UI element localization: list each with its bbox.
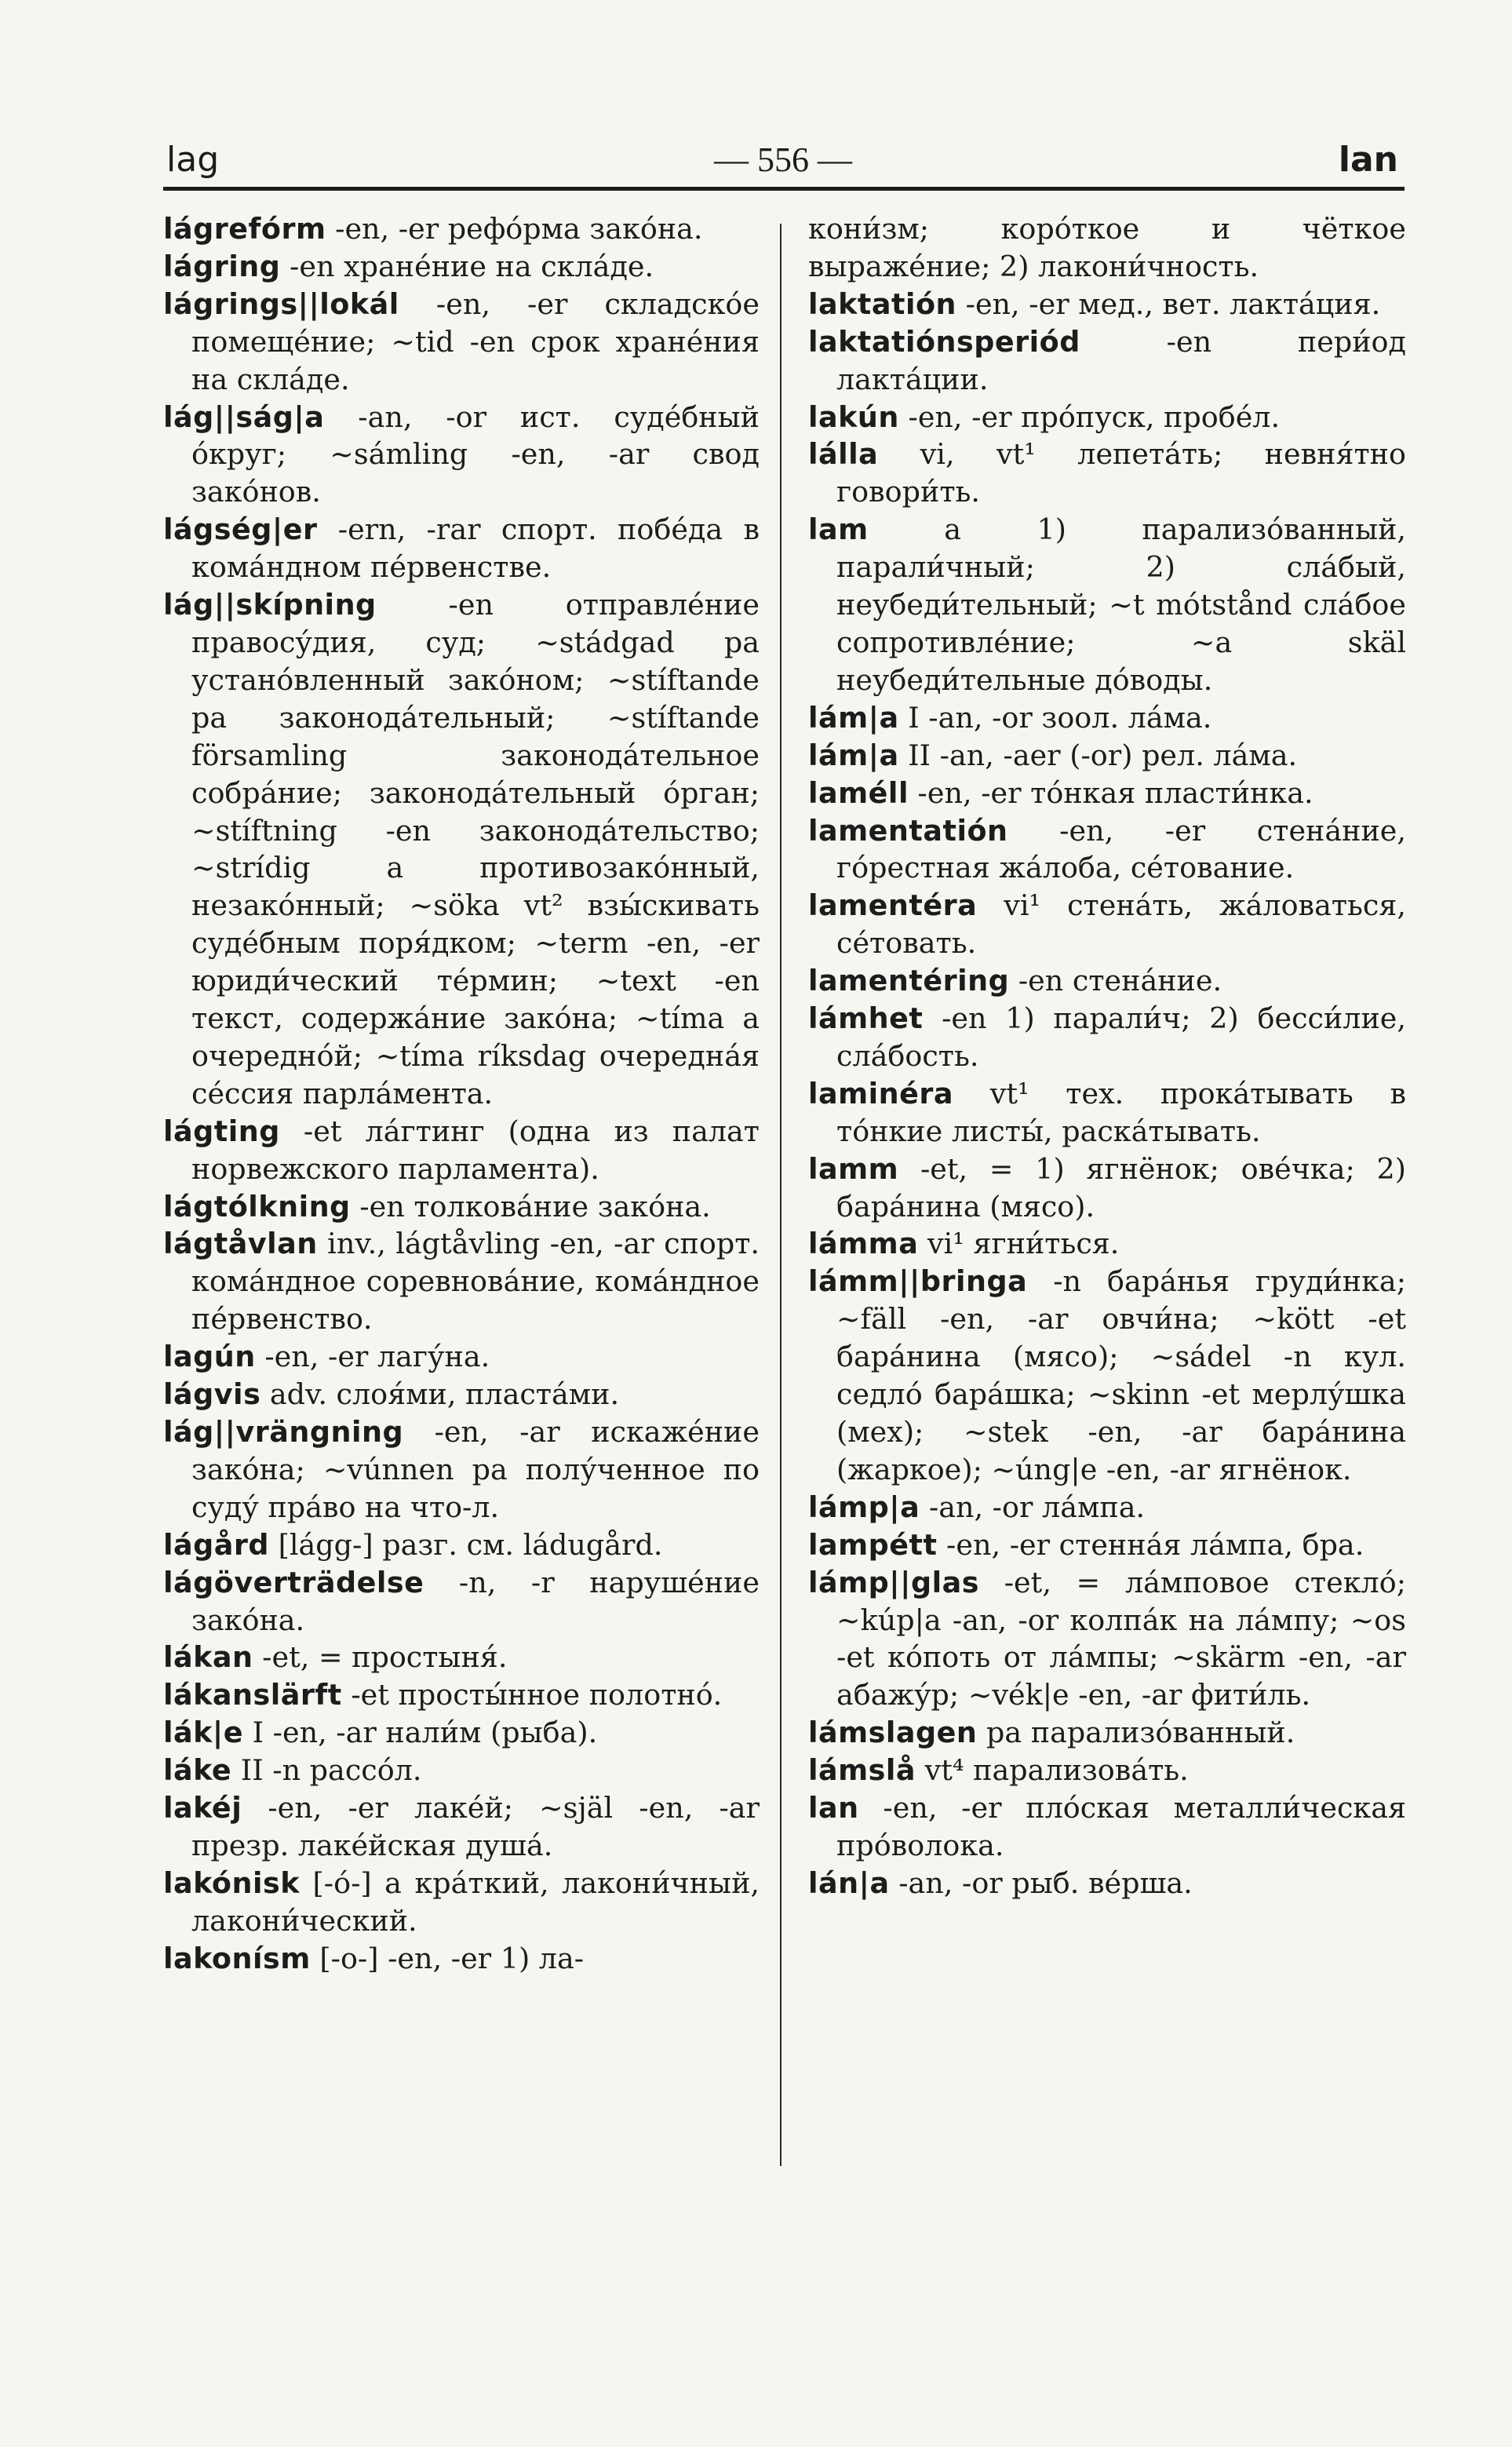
entry-definition: -en 1) парали́ч; 2) бесси́лие, сла́бость. [836, 1001, 1406, 1073]
entry-headword: lák|e [163, 1716, 244, 1750]
dictionary-entry [163, 1188, 760, 1226]
entry-definition: -et, = ла́мповое стекло́; ~kúp|a -an, -or колпа́к на ла́мпу; ~os -et ко́поть от ла́мпы; ~skärm -en, -ar абажу́р; ~vék|e -en, -ar фити́ль. [836, 1565, 1406, 1712]
entry-definition: II -n рассо́л. [231, 1753, 422, 1788]
entry-definition: vt¹ тех. прока́тывать в то́нкие листы́, раска́тывать. [836, 1076, 1406, 1148]
entry-definition: vi¹ ягни́ться. [918, 1227, 1120, 1261]
entry-headword: lágring [163, 249, 281, 283]
entry-definition: -en пери́од лакта́ции. [836, 324, 1406, 396]
dictionary-entry [163, 1940, 760, 1978]
right-column [808, 210, 1406, 1902]
entry-headword: lagún [163, 1340, 256, 1374]
dictionary-entry [808, 286, 1406, 323]
dictionary-entry [163, 586, 760, 1113]
header-last-word: lan [1338, 140, 1398, 180]
dictionary-entry [808, 1752, 1406, 1789]
entry-headword: lámhet [808, 1001, 924, 1036]
dictionary-entry [163, 1865, 760, 1940]
dictionary-entry [163, 248, 760, 286]
header-first-word: lag [166, 140, 220, 180]
entry-definition: -n бара́нья груди́нка; ~fäll -en, -ar овчи́на; ~kött -et бара́нина (мясо); ~sádel -n кул. седло́ бара́шка; ~skinn -et мерлу́шка (мех); ~stek -en, -ar бара́нина (жаркое); ~úng|e -en, -ar ягнёнок. [836, 1264, 1406, 1486]
dictionary-entry [163, 1564, 760, 1639]
dictionary-entry [808, 323, 1406, 399]
entry-definition: -ern, -rar спорт. побе́да в кома́ндном пе́рвенстве. [191, 512, 760, 585]
dictionary-entry [808, 737, 1406, 775]
entry-definition: -en, -er складско́е помеще́ние; ~tid -en срок хране́ния на скла́де. [191, 286, 760, 396]
entry-headword: lágrefórm [163, 212, 326, 246]
entry-definition: -en, -er рефо́рма зако́на. [326, 212, 703, 246]
entry-definition: pa парализо́ванный. [977, 1716, 1295, 1750]
dictionary-entry [808, 1714, 1406, 1752]
entry-definition: a 1) парализо́ванный, парали́чный; 2) сла́бый, неубеди́тельный; ~t mótstånd сла́бое сопротивле́ние; ~a skäl неубеди́тельные до́воды. [836, 512, 1406, 697]
entry-definition: [-o-] -en, -er 1) ла- [310, 1941, 585, 1975]
dictionary-entry [163, 1113, 760, 1188]
entry-definition: II -an, -aer (-or) рел. ла́ма. [898, 738, 1298, 772]
entry-definition: -en, -er про́пуск, пробе́л. [898, 399, 1281, 434]
entry-headword: lamentéra [808, 888, 978, 923]
entry-headword: lám|a [808, 738, 899, 772]
dictionary-entry [163, 1338, 760, 1376]
entry-definition: I -an, -or зоол. ла́ма. [898, 700, 1212, 735]
entry-definition: -et, = простыня́. [253, 1640, 508, 1675]
dictionary-entry [163, 1752, 760, 1789]
dictionary-entry [808, 699, 1406, 737]
entry-definition: vi, vt¹ лепета́ть; невня́тно говори́ть. [836, 437, 1406, 509]
entry-definition: vi¹ стена́ть, жа́ловаться, се́товать. [836, 888, 1406, 961]
dictionary-entry [808, 1865, 1406, 1902]
entry-headword: lágség|er [163, 512, 318, 547]
entry-definition: -an, -or ла́мпа. [920, 1490, 1146, 1524]
dictionary-entry [808, 210, 1406, 286]
dictionary-entry [808, 812, 1406, 888]
entry-headword: lágård [163, 1527, 270, 1562]
dictionary-entry [163, 1413, 760, 1526]
entry-headword: lág||vrängning [163, 1415, 404, 1449]
entry-definition: -en, -ar искаже́ние зако́на; ~vúnnen pa полу́ченное по суду́ пра́во на что-л. [191, 1415, 760, 1524]
entry-definition: -en стена́ние. [1009, 964, 1222, 998]
entry-headword: lákanslärft [163, 1678, 342, 1712]
dictionary-entry [808, 887, 1406, 962]
dictionary-entry [808, 1075, 1406, 1151]
entry-headword: láke [163, 1753, 232, 1788]
dictionary-entry [163, 1639, 760, 1676]
entry-headword: lakonísm [163, 1941, 311, 1975]
entry-definition: -en, -er стенна́я ла́мпа, бра. [937, 1527, 1364, 1562]
entry-headword: lamentéring [808, 964, 1010, 998]
entry-headword: lámma [808, 1227, 919, 1261]
entry-headword: lág||ság|a [163, 399, 325, 434]
dictionary-entry [808, 436, 1406, 511]
entry-definition: adv. слоя́ми, пласта́ми. [261, 1377, 620, 1412]
entry-definition: [lágg-] разг. см. ládugård. [269, 1527, 663, 1562]
entry-headword: lakún [808, 399, 899, 434]
entry-headword: lámp||glas [808, 1565, 979, 1599]
header-rule [163, 187, 1405, 191]
entry-headword: lág||skípning [163, 588, 377, 622]
dictionary-entry [163, 1714, 760, 1752]
entry-definition: -en, -er стена́ние, го́рестная жа́лоба, се́тование. [836, 813, 1406, 885]
entry-definition: -en, -er то́нкая пласти́нка. [908, 775, 1313, 810]
entry-headword: lámp|a [808, 1490, 920, 1524]
entry-headword: laminéra [808, 1076, 954, 1110]
entry-definition: -en, -er мед., вет. лакта́ция. [956, 286, 1381, 321]
entry-headword: lágting [163, 1114, 280, 1148]
dictionary-entry [808, 1000, 1406, 1075]
dictionary-entry [808, 1564, 1406, 1715]
entry-definition: I -en, -ar нали́м (рыба). [243, 1716, 598, 1750]
dictionary-entry [808, 1151, 1406, 1226]
entry-headword: laktatión [808, 286, 957, 321]
dictionary-entry [808, 1489, 1406, 1526]
entry-headword: lámm||bringa [808, 1264, 1028, 1299]
dictionary-entry [808, 962, 1406, 1000]
entry-headword: lakónisk [163, 1865, 301, 1900]
entry-headword: lamentatión [808, 813, 1008, 848]
dictionary-entry [808, 399, 1406, 436]
dictionary-entry [163, 511, 760, 586]
entry-headword: lampétt [808, 1527, 938, 1562]
dictionary-entry [808, 775, 1406, 812]
entry-headword: lan [808, 1791, 859, 1825]
entry-headword: lágtåvlan [163, 1227, 318, 1261]
entry-definition: -en, -er лагу́на. [255, 1340, 490, 1374]
entry-definition: -et ла́гтинг (одна из палат норвежского парламента). [191, 1114, 760, 1186]
entry-definition: vt⁴ парализова́ть. [916, 1753, 1189, 1788]
page-number: — 556 — [714, 140, 852, 179]
dictionary-entry [808, 1263, 1406, 1488]
entry-headword: laméll [808, 775, 909, 810]
entry-definition: inv., lágtåvling -en, -ar спорт. кома́ндное соревнова́ние, кома́ндное пе́рвенство. [191, 1227, 760, 1337]
running-header [163, 132, 1403, 187]
dictionary-entry [808, 1526, 1406, 1564]
dictionary-entry [163, 399, 760, 512]
entry-headword: lám|a [808, 700, 899, 735]
entry-definition: -en, -er пло́ская металли́ческая про́волока. [836, 1791, 1406, 1862]
entry-headword: lálla [808, 437, 879, 472]
entry-headword: lán|a [808, 1865, 890, 1900]
entry-definition: -n, -r наруше́ние зако́на. [191, 1565, 760, 1637]
dictionary-entry [163, 1225, 760, 1338]
entry-definition: [-ó-] a кра́ткий, лакони́чный, лакони́ческий. [191, 1865, 760, 1938]
entry-headword: lágrings||lokál [163, 286, 399, 321]
entry-headword: lamm [808, 1151, 899, 1186]
entry-headword: lágöverträdelse [163, 1565, 424, 1599]
entry-definition: -en отправле́ние правосу́дия, суд; ~stádgad pa устано́вленный зако́ном; ~stíftande pa законода́тельный; ~stíftande församling законода́тельное собра́ние; законода́тельный о́рган; ~stíftning -en законода́тельство; ~strídig a противозако́нный, незако́нный; ~söka vt² взы́скивать суде́бным поря́дком; ~term -en, -er юриди́ческий те́рмин; ~text -en текст, содержа́ние зако́на; ~tíma a очередно́й; ~tíma ríksdag очередна́я се́ссия парла́мента. [191, 588, 760, 1110]
dictionary-entry [163, 1526, 760, 1564]
dictionary-entry [163, 286, 760, 399]
dictionary-entry [808, 1789, 1406, 1865]
entry-headword: lákan [163, 1640, 253, 1675]
entry-headword: lágtólkning [163, 1189, 351, 1224]
entry-headword: lágvis [163, 1377, 261, 1412]
entry-definition: -et просты́нное полотно́. [341, 1678, 723, 1712]
entry-definition: -en, -er лаке́й; ~själ -en, -ar презр. лаке́йская душа́. [191, 1791, 760, 1862]
dictionary-entry [163, 210, 760, 248]
dictionary-entry [163, 1789, 760, 1865]
entry-headword: laktatiónsperiód [808, 324, 1080, 359]
left-column [163, 210, 760, 1978]
entry-definition: -en толкова́ние зако́на. [350, 1189, 711, 1224]
entry-definition: -an, -or рыб. ве́рша. [889, 1865, 1193, 1900]
entry-definition: -en хране́ние на скла́де. [280, 249, 654, 283]
dictionary-entry [163, 1676, 760, 1714]
entry-headword: lakéj [163, 1791, 242, 1825]
entry-definition: -an, -or ист. суде́бный о́круг; ~sámling -en, -ar свод зако́нов. [191, 399, 760, 509]
column-divider [780, 224, 782, 2166]
entry-headword: lámslagen [808, 1716, 978, 1750]
dictionary-entry [163, 1376, 760, 1413]
entry-definition: -et, = 1) ягнёнок; ове́чка; 2) бара́нина (мясо). [836, 1151, 1406, 1224]
entry-headword: lámslå [808, 1753, 916, 1788]
dictionary-entry [808, 1225, 1406, 1263]
dictionary-entry [808, 511, 1406, 699]
entry-headword: lam [808, 512, 869, 547]
entry-definition: кони́зм; коро́ткое и чёткое выраже́ние; 2) лакони́чность. [808, 212, 1406, 283]
